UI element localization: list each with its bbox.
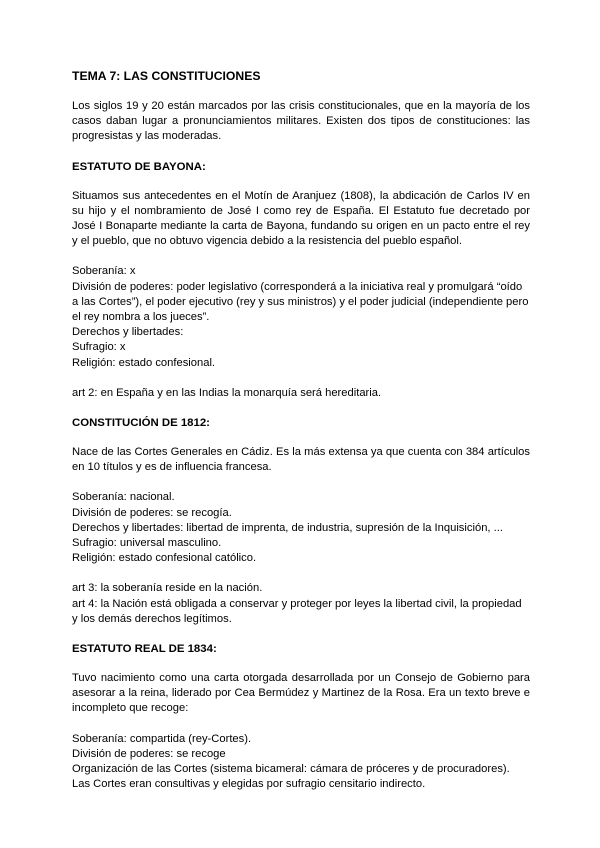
list-item: División de poderes: se recogía. [72,506,232,519]
list-item: División de poderes: se recoge [72,747,226,760]
section-article-list [72,386,530,401]
section-paragraph: Tuvo nacimiento como una carta otorgada desarrollada por un Consejo de Gobierno para asesorar a la reina, liderado por Cea Bermúdez y Martinez de la Rosa. Era un texto breve e incompleto que recoge: [72,672,530,715]
section-paragraph: Nace de las Cortes Generales en Cádiz. Es la más extensa ya que cuenta con 384 artículos en 10 títulos y es de influencia francesa. [72,446,530,474]
section-article-list [72,581,530,627]
list-item: Derechos y libertades: [72,326,184,339]
section-heading: ESTATUTO DE BAYONA: [72,160,206,173]
section-item-list [72,490,530,566]
list-item: Sufragio: universal masculino. [72,537,222,550]
article-item: art 4: la Nación está obligada a conservar y proteger por leyes la libertad civil, la propiedad y los demás derechos legítimos. [72,597,522,625]
list-item: Soberanía: compartida (rey-Cortes). [72,732,252,745]
document-title: TEMA 7: LAS CONSTITUCIONES [72,69,261,83]
section-item-list [72,264,530,370]
list-item: Soberanía: x [72,265,136,278]
article-item: art 3: la soberanía reside en la nación. [72,582,263,595]
section-item-list [72,732,530,793]
section-paragraph: Situamos sus antecedentes en el Motín de Aranjuez (1808), la abdicación de Carlos IV en su hijo y el nombramiento de José I como rey de España. El Estatuto fue decretado por José I Bonaparte mediante la carta de Bayona, fundando su origen en un pacto entre el rey y el pueblo, que no obtuvo vigencia debido a la resistencia del pueblo español. [72,189,530,248]
list-item: Derechos y libertades: libertad de imprenta, de industria, supresión de la Inquisición, ... [72,521,503,534]
article-item: art 2: en España y en las Indias la monarquía será hereditaria. [72,386,382,399]
list-item: Organización de las Cortes (sistema bicameral: cámara de próceres y de procuradores). Las Cortes eran consultivas y elegidas por sufragio censitario indirecto. [72,763,510,791]
section-heading: ESTATUTO REAL DE 1834: [72,643,217,656]
document-page [72,68,530,808]
list-item: Soberanía: nacional. [72,491,175,504]
list-item: Religión: estado confesional católico. [72,552,257,565]
list-item: División de poderes: poder legislativo (corresponderá a la iniciativa real y promulgará “oído a las Cortes”), el poder ejecutivo (rey y sus ministros) y el poder judicial (independiente pero el rey nombra a los jueces”. [72,280,529,324]
intro-paragraph: Los siglos 19 y 20 están marcados por las crisis constitucionales, que en la mayoría de los casos daban lugar a pronunciamientos militares. Existen dos tipos de constituciones: las progresistas y las moderadas. [72,100,530,143]
list-item: Sufragio: x [72,341,126,354]
section-heading: CONSTITUCIÓN DE 1812: [72,417,210,430]
list-item: Religión: estado confesional. [72,356,216,369]
